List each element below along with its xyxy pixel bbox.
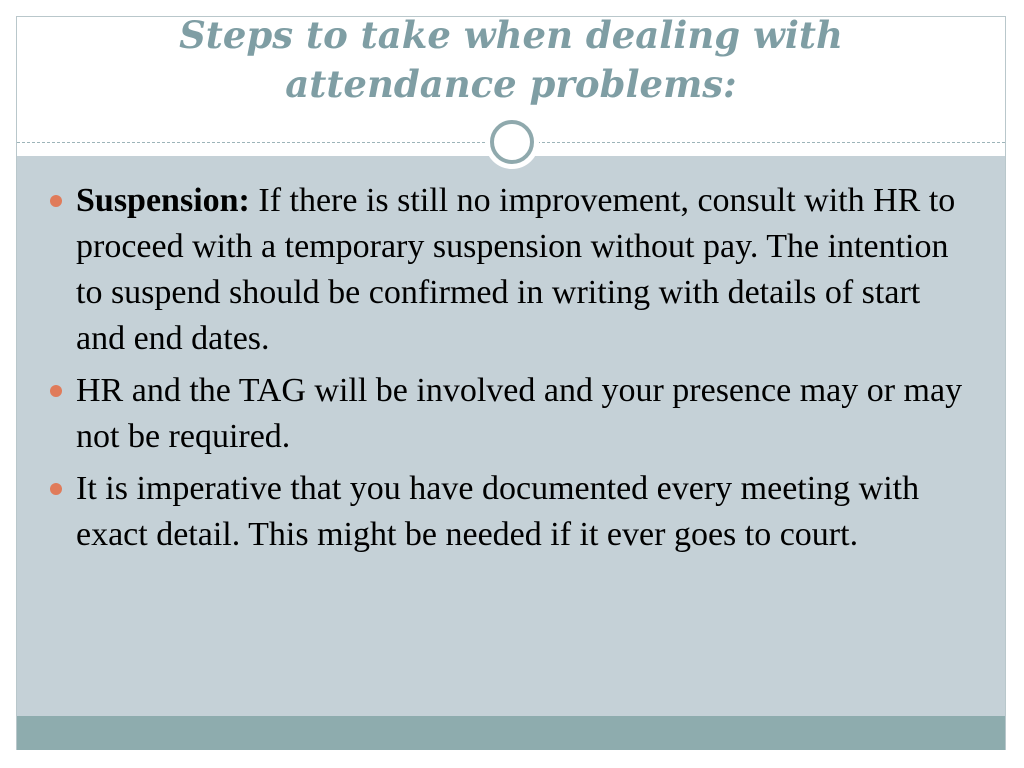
- bullet-item-hr-tag: [46, 368, 976, 460]
- circle-ornament: [485, 115, 539, 169]
- bullet-dot-icon: [50, 483, 62, 495]
- bullet-lead: Suspension:: [76, 182, 250, 219]
- footer-bar: [17, 716, 1005, 750]
- bullet-item-documentation: [46, 466, 976, 558]
- circle-ring-icon: [490, 120, 534, 164]
- bullet-text: If there is still no improvement, consult with HR to proceed with a temporary suspension without pay. The intention to suspend should be confirmed in writing with details of start and end dates.: [76, 182, 956, 357]
- bullet-text: It is imperative that you have documented every meeting with exact detail. This might be needed if it ever goes to court.: [76, 470, 920, 553]
- bullet-text: HR and the TAG will be involved and your presence may or may not be required.: [76, 372, 963, 455]
- bullet-item-suspension: [46, 178, 976, 362]
- slide-title: Steps to take when dealing with attendance problems:: [179, 13, 843, 106]
- bullet-dot-icon: [50, 385, 62, 397]
- bullet-dot-icon: [50, 195, 62, 207]
- bullet-list: [46, 178, 976, 564]
